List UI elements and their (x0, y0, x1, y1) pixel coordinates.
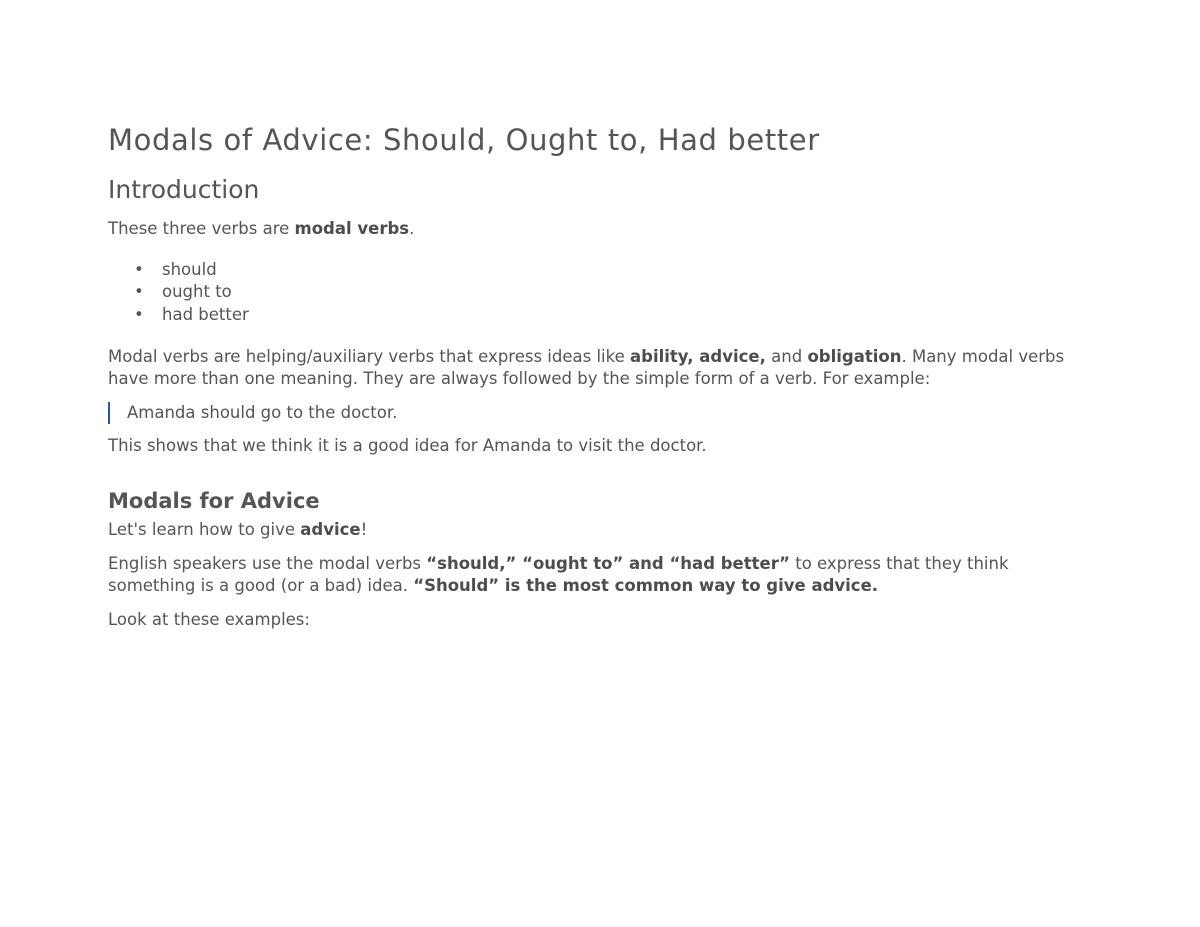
intro-p2-text-d: . Many modal verbs have more than one meaning. They are always followed by the simple form of a verb. For example: (108, 346, 1065, 389)
document-page (108, 118, 1083, 631)
bullet-icon: • (134, 282, 144, 302)
example-quote: Amanda should go to the doctor. (108, 402, 1083, 424)
advice-p2-bold-2: “Should” is the most common way to give advice. (413, 576, 879, 596)
intro-p2-text-a: Modal verbs are helping/auxiliary verbs that express ideas like (108, 346, 630, 366)
advice-p2-text-a: English speakers use the modal verbs (108, 553, 427, 573)
advice-p2-bold-1: “should,” “ought to” and “had better” (426, 553, 790, 573)
list-item-text: had better (162, 304, 249, 324)
intro-paragraph-2 (108, 346, 1083, 391)
advice-p2-text-c: to express that they think something is a good (or a bad) idea. (108, 553, 1009, 596)
intro-paragraph-3: This shows that we think it is a good idea for Amanda to visit the doctor. (108, 435, 707, 455)
intro-paragraph-1 (108, 218, 1083, 241)
advice-p1-text: Let's learn how to give (108, 520, 301, 540)
intro-p1-text: These three verbs are (108, 219, 295, 238)
list-item (108, 304, 1083, 327)
advice-heading: Modals for Advice (108, 489, 320, 514)
intro-p2-bold-1: ability, advice, (630, 346, 766, 366)
list-item-text: ought to (162, 282, 232, 302)
intro-p1-bold: modal verbs (294, 219, 410, 238)
list-item (108, 281, 1083, 304)
modal-verb-list (108, 259, 1083, 327)
list-item-text: should (162, 259, 217, 279)
advice-paragraph-1 (108, 519, 1083, 542)
advice-paragraph-3: Look at these examples: (108, 609, 310, 629)
bullet-icon: • (134, 304, 144, 324)
intro-p1-end: . (409, 219, 415, 238)
bullet-icon: • (134, 259, 144, 279)
intro-p2-bold-2: obligation (807, 346, 902, 366)
advice-paragraph-2 (108, 553, 1083, 598)
advice-p1-bold: advice (300, 520, 361, 540)
page-title: Modals of Advice: Should, Ought to, Had better (108, 123, 820, 157)
intro-p2-text-c: and (765, 346, 808, 366)
intro-heading: Introduction (108, 175, 260, 204)
advice-p1-end: ! (360, 520, 368, 540)
list-item (108, 259, 1083, 282)
